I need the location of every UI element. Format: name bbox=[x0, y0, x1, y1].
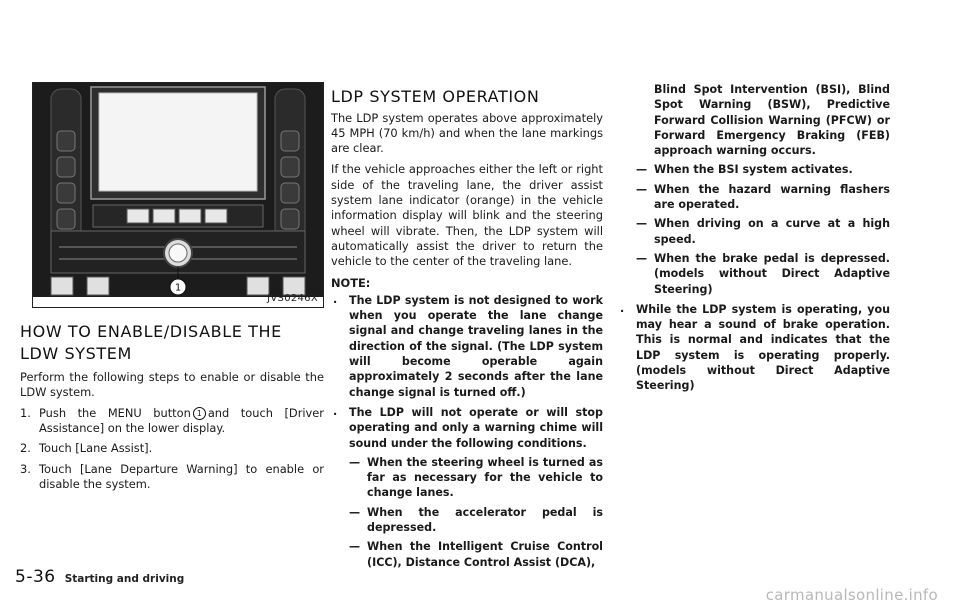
note-label: NOTE: bbox=[331, 275, 371, 290]
bullet-marker: . bbox=[333, 292, 338, 306]
condition-item-3-continued bbox=[618, 82, 890, 158]
condition-item-4 bbox=[618, 162, 890, 177]
ldw-heading-line2: LDW SYSTEM bbox=[20, 343, 132, 363]
page-footer bbox=[15, 567, 184, 587]
note-bullet-3 bbox=[618, 302, 890, 394]
dash-marker: — bbox=[636, 251, 648, 265]
condition-item-1 bbox=[331, 455, 603, 501]
ldp-para2: If the vehicle approaches either the left or right side of the traveling lane, the driver assist system lane indicator (orange) in the vehicle information display will blink and the steering wheel will vibrate. Then, the LDP system will automatically assist the driver to return the vehicle to the center of the traveling lane. bbox=[331, 162, 603, 269]
dash-marker: — bbox=[636, 182, 648, 196]
dash-marker: — bbox=[636, 217, 648, 231]
step-1 bbox=[20, 406, 324, 437]
circled-number-icon: 1 bbox=[193, 407, 206, 420]
condition-item-6 bbox=[618, 216, 890, 247]
condition-item-5 bbox=[618, 182, 890, 213]
page-number: 5-36 bbox=[15, 567, 56, 587]
middle-column bbox=[331, 82, 603, 570]
condition-text: When the steering wheel is turned as far as necessary for the vehicle to change lanes. bbox=[367, 455, 603, 500]
bullet-text: The LDP will not operate or will stop operating and only a warning chime will sound under the following conditions. bbox=[349, 405, 603, 450]
step-number: 3. bbox=[20, 461, 31, 476]
condition-text: Blind Spot Intervention (BSI), Blind Spot Warning (BSW), Predictive Forward Collision Warning (PFCW) or Forward Emergency Braking (FEB) approach warning occurs. bbox=[654, 83, 890, 158]
ldw-heading-line1: HOW TO ENABLE/DISABLE THE bbox=[20, 322, 282, 341]
step-text: and touch [Driver Assistance] on the lower display. bbox=[39, 405, 324, 436]
step-text: Push the MENU button bbox=[39, 405, 191, 420]
watermark-text: carmanualsonline.info bbox=[765, 586, 938, 604]
condition-item-2 bbox=[331, 505, 603, 536]
bullet-marker: . bbox=[620, 301, 625, 315]
condition-item-7 bbox=[618, 251, 890, 297]
ldw-heading bbox=[20, 321, 324, 364]
dash-marker: — bbox=[349, 455, 361, 469]
ldw-intro: Perform the following steps to enable or disable the LDW system. bbox=[20, 370, 324, 400]
step-2 bbox=[20, 441, 324, 456]
center-console-illustration bbox=[33, 83, 323, 307]
section-title: Starting and driving bbox=[64, 573, 185, 585]
dash-marker: — bbox=[349, 505, 361, 519]
step-number: 2. bbox=[20, 441, 31, 456]
condition-text: When the Intelligent Cruise Control (ICC), Distance Control Assist (DCA), bbox=[367, 540, 603, 569]
left-column bbox=[20, 82, 324, 492]
condition-item-3 bbox=[331, 539, 603, 570]
right-column bbox=[618, 82, 890, 394]
condition-text: When the BSI system activates. bbox=[654, 163, 853, 177]
bullet-marker: . bbox=[333, 404, 338, 418]
condition-text: When the accelerator pedal is depressed. bbox=[367, 505, 603, 535]
dash-marker: — bbox=[349, 540, 361, 554]
ldp-heading: LDP SYSTEM OPERATION bbox=[331, 87, 540, 106]
step-3 bbox=[20, 462, 324, 493]
dashboard-figure bbox=[32, 82, 324, 308]
bullet-text: While the LDP system is operating, you may hear a sound of brake operation. This is normal and indicates that the LDP system is operating properly. (models without Direct Adaptive Steering) bbox=[636, 302, 890, 393]
condition-text: When driving on a curve at a high speed. bbox=[654, 217, 890, 246]
dash-marker: — bbox=[636, 163, 648, 177]
step-number: 1. bbox=[20, 405, 31, 420]
step-text: Touch [Lane Assist]. bbox=[39, 441, 153, 456]
note-bullet-1 bbox=[331, 293, 603, 400]
condition-text: When the brake pedal is depressed. (models without Direct Adaptive Steering) bbox=[654, 251, 890, 296]
ldp-para1: The LDP system operates above approximately 45 MPH (70 km/h) and when the lane markings are clear. bbox=[331, 110, 603, 156]
figure-id-label: JVS0246X bbox=[267, 293, 318, 304]
bullet-text: The LDP system is not designed to work when you operate the lane change signal and change traveling lanes in the direction of the signal. (The LDP system will become operable again approximately 2 seconds after the lane change signal is turned off.) bbox=[349, 293, 603, 399]
figure-callout-number: 1 bbox=[174, 282, 182, 294]
step-text: Touch [Lane Departure Warning] to enable or disable the system. bbox=[39, 461, 324, 491]
condition-text: When the hazard warning flashers are operated. bbox=[654, 182, 890, 212]
note-bullet-2 bbox=[331, 405, 603, 451]
